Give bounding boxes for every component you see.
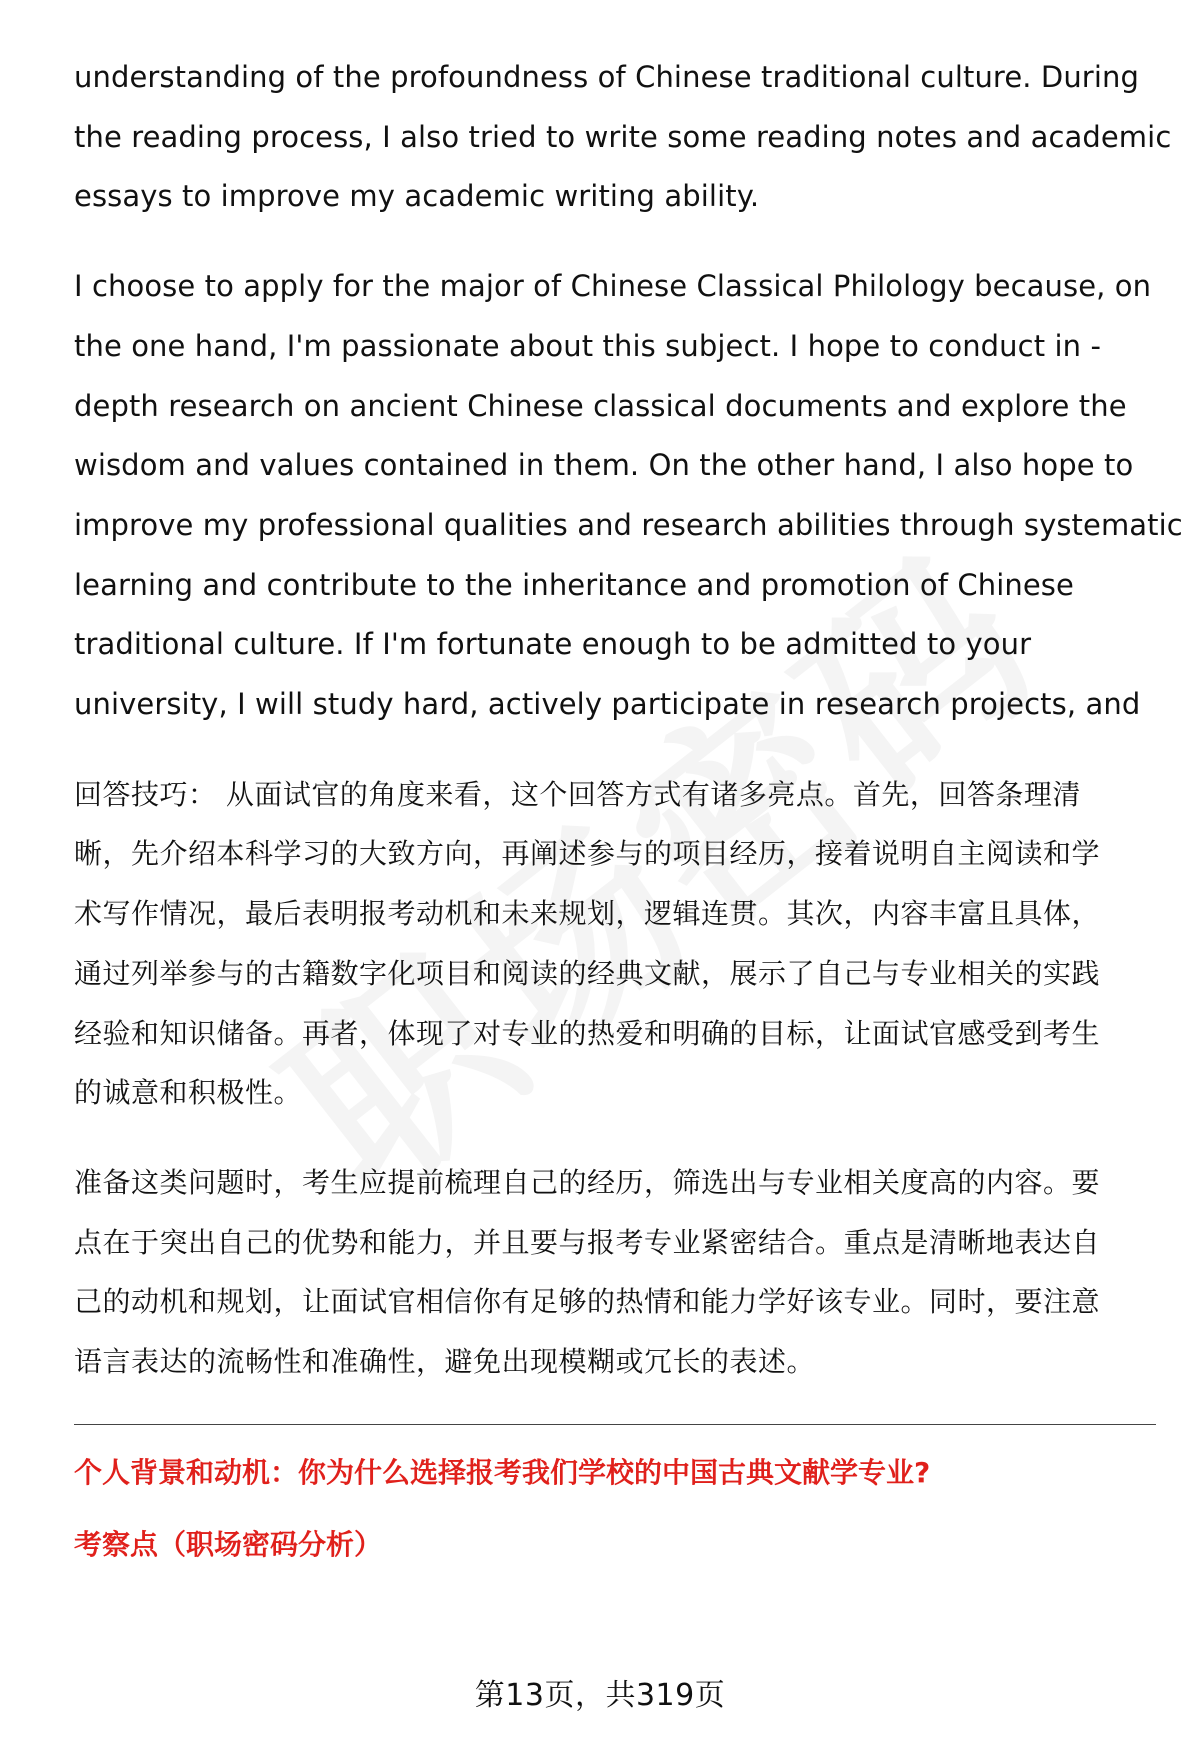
- text-line: 回答技巧： 从面试官的角度来看，这个回答方式有诸多亮点。首先，回答条理清: [74, 777, 1081, 811]
- text-line: 己的动机和规划，让面试官相信你有足够的热情和能力学好该专业。同时，要注意: [74, 1285, 1101, 1319]
- text-line: improve my professional qualities and research abilities through systematic: [74, 507, 1183, 542]
- answer-tips-paragraph: [74, 765, 1156, 1123]
- text-line: depth research on ancient Chinese classical documents and explore the: [74, 388, 1127, 423]
- text-line: traditional culture. If I'm fortunate enough to be admitted to your: [74, 627, 1032, 662]
- text-line: university, I will study hard, actively participate in research projects, and: [74, 687, 1141, 722]
- preparation-advice-paragraph: [74, 1153, 1156, 1392]
- section-divider: [74, 1424, 1156, 1425]
- text-line: 晰，先介绍本科学习的大致方向，再阐述参与的项目经历，接着说明自主阅读和学: [74, 837, 1101, 871]
- text-line: 通过列举参与的古籍数字化项目和阅读的经典文献，展示了自己与专业相关的实践: [74, 956, 1101, 990]
- english-paragraph-1: [74, 48, 1172, 227]
- text-line: 经验和知识储备。再者，体现了对专业的热爱和明确的目标，让面试官感受到考生: [74, 1016, 1101, 1050]
- text-line: the one hand, I'm passionate about this subject. I hope to conduct in -: [74, 328, 1102, 363]
- text-line: I choose to apply for the major of Chinese Classical Philology because, on: [74, 269, 1152, 304]
- text-line: 术写作情况，最后表明报考动机和未来规划，逻辑连贯。其次，内容丰富且具体，: [74, 897, 1101, 931]
- page-number: 第13页，共319页: [474, 1678, 726, 1713]
- text-line: the reading process, I also tried to write some reading notes and academic: [74, 119, 1172, 154]
- text-line: wisdom and values contained in them. On the other hand, I also hope to: [74, 448, 1134, 483]
- text-line: understanding of the profoundness of Chinese traditional culture. During: [74, 60, 1139, 94]
- document-page: [74, 48, 1183, 1565]
- english-paragraph-2: [74, 257, 1183, 735]
- text-line: learning and contribute to the inheritance and promotion of Chinese: [74, 567, 1074, 602]
- text-line: 语言表达的流畅性和准确性，避免出现模糊或冗长的表述。: [74, 1345, 816, 1379]
- text-line: essays to improve my academic writing ability.: [74, 179, 760, 214]
- assessment-points-heading: 考察点（职场密码分析）: [74, 1527, 383, 1561]
- text-line: 的诚意和积极性。: [74, 1076, 303, 1110]
- text-line: 点在于突出自己的优势和能力，并且要与报考专业紧密结合。重点是清晰地表达自: [74, 1225, 1101, 1259]
- text-line: 准备这类问题时，考生应提前梳理自己的经历，筛选出与专业相关度高的内容。要: [74, 1165, 1101, 1199]
- question-heading: 个人背景和动机：你为什么选择报考我们学校的中国古典文献学专业?: [74, 1455, 931, 1489]
